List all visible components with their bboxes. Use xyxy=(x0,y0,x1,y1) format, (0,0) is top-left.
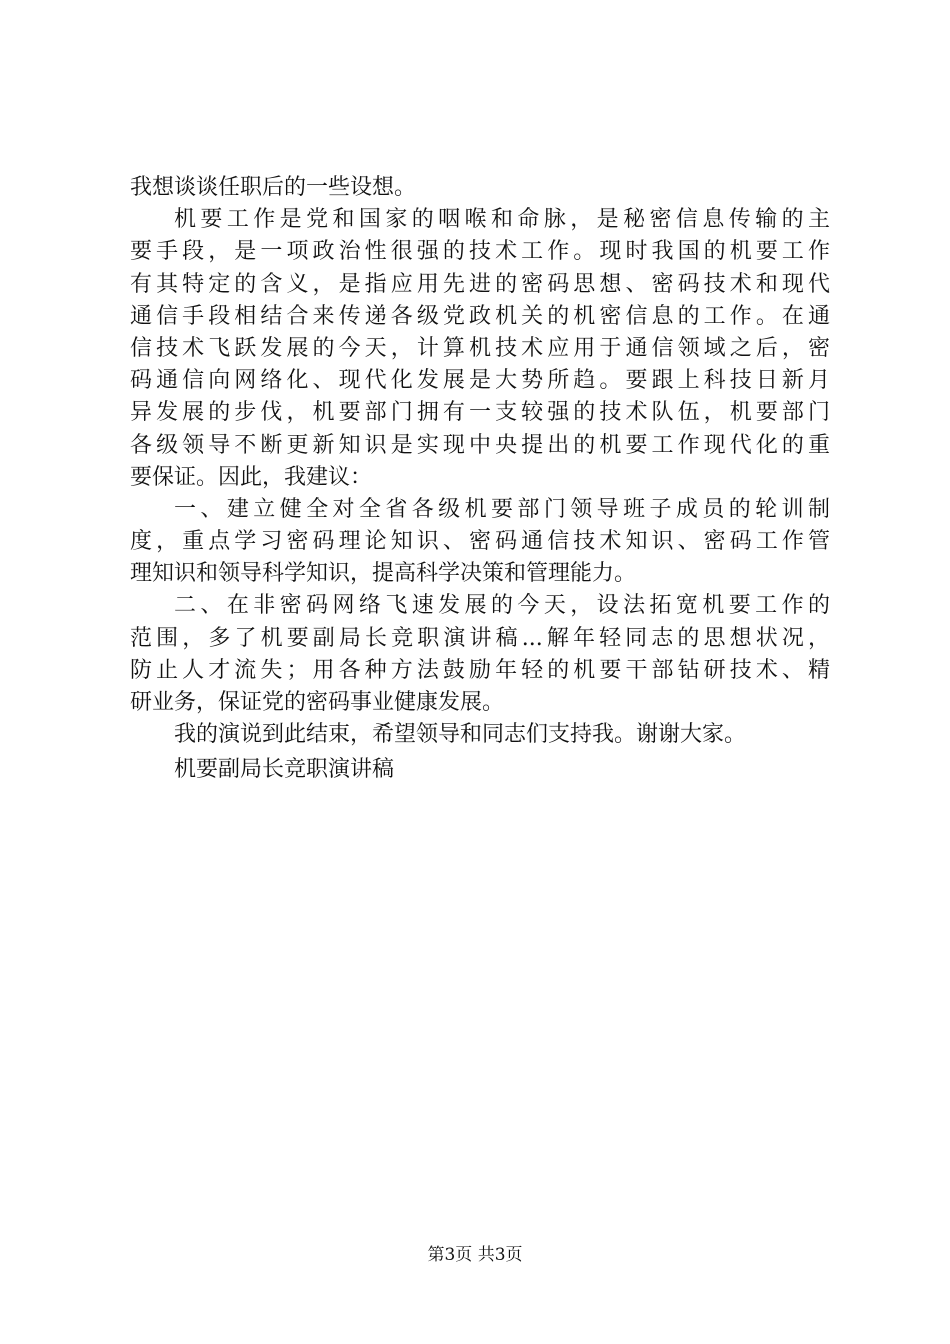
document-body xyxy=(130,172,830,751)
text-line: 我想谈谈任职后的一些设想。 xyxy=(130,175,417,200)
text-line: 机要工作是党和国家的咽喉和命脉，是秘密信息传输的主 xyxy=(174,207,830,233)
text-line: 通信手段相结合来传递各级党政机关的机密信息的工作。在通 xyxy=(130,303,830,329)
document-signature-title: 机要副局长竞职演讲稿 xyxy=(174,757,395,782)
text-line: 一、建立健全对全省各级机要部门领导班子成员的轮训制 xyxy=(174,496,830,522)
text-line: 度，重点学习密码理论知识、密码通信技术知识、密码工作管 xyxy=(130,529,830,555)
text-line: 异发展的步伐，机要部门拥有一支较强的技术队伍，机要部门 xyxy=(130,400,830,426)
text-line: 我的演说到此结束，希望领导和同志们支持我。谢谢大家。 xyxy=(174,722,747,748)
text-line: 理知识和领导科学知识，提高科学决策和管理能力。 xyxy=(130,561,637,587)
text-line: 范围，多了机要副局长竞职演讲稿...解年轻同志的思想状况， xyxy=(130,625,830,651)
text-line: 要保证。因此，我建议： xyxy=(130,464,373,490)
text-line: 二、在非密码网络飞速发展的今天，设法拓宽机要工作的 xyxy=(174,593,830,619)
text-line: 研业务，保证党的密码事业健康发展。 xyxy=(130,690,505,715)
text-line: 防止人才流失；用各种方法鼓励年轻的机要干部钻研技术、精 xyxy=(130,657,830,683)
page-number-footer: 第3页 共3页 xyxy=(427,1245,523,1265)
text-line: 信技术飞跃发展的今天，计算机技术应用于通信领域之后，密 xyxy=(130,335,830,361)
text-line: 要手段，是一项政治性很强的技术工作。现时我国的机要工作 xyxy=(130,239,830,265)
text-line: 各级领导不断更新知识是实现中央提出的机要工作现代化的重 xyxy=(130,432,830,458)
text-line: 有其特定的含义，是指应用先进的密码思想、密码技术和现代 xyxy=(130,271,830,297)
text-line: 码通信向网络化、现代化发展是大势所趋。要跟上科技日新月 xyxy=(130,368,830,394)
